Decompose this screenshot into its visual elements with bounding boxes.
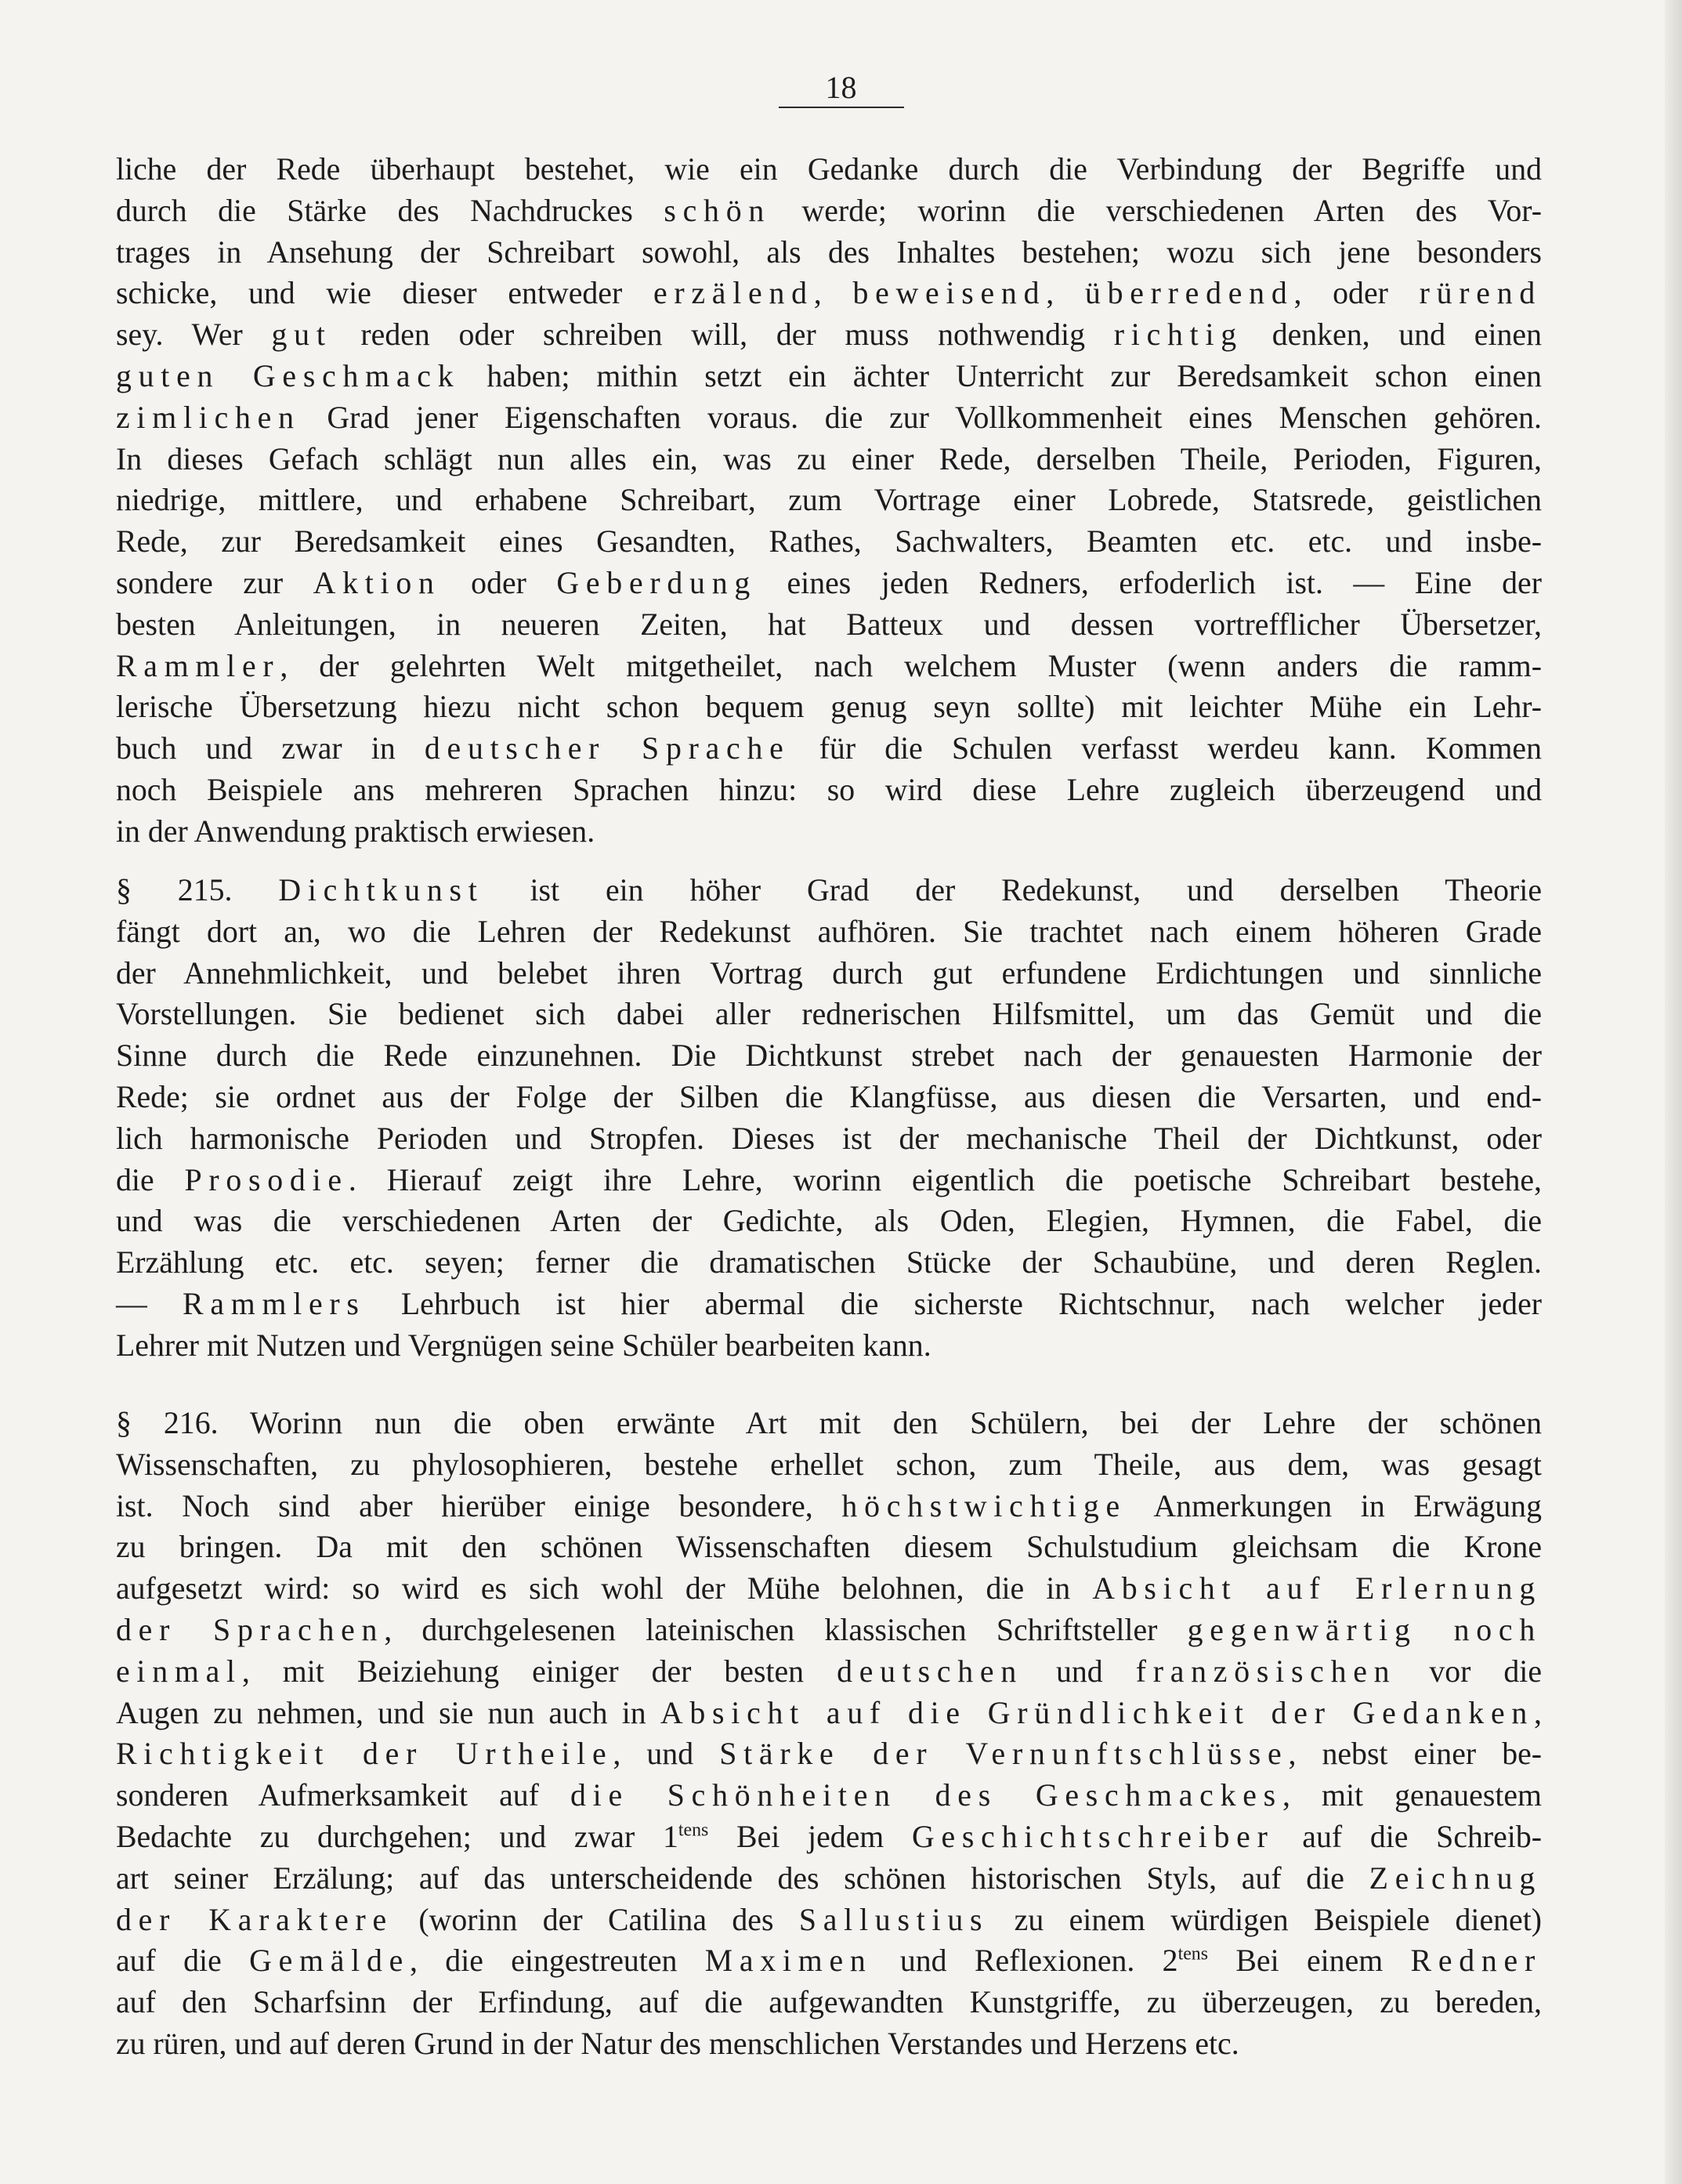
text-run: , mit genauestem	[1282, 1778, 1542, 1813]
text-line	[116, 1035, 1542, 1077]
spaced-emphasis: Absicht auf die Gründlichkeit der Gedanken	[660, 1695, 1535, 1730]
text-line	[116, 1775, 1542, 1816]
text-run: Wissenschaften, zu phylosophieren, bestehe erhellet schon, zum Theile, aus dem, was gesagt	[116, 1447, 1542, 1482]
text-line	[116, 686, 1542, 728]
text-line	[116, 1900, 1542, 1941]
spaced-emphasis: Rammler	[116, 648, 280, 683]
text-line	[116, 1651, 1542, 1693]
spaced-emphasis: Aktion	[313, 565, 441, 600]
text-run: durch die Stärke des Nachdruckes	[116, 193, 664, 228]
text-line	[116, 1568, 1542, 1610]
text-run: trages in Ansehung der Schreibart sowohl, als des Inhaltes bestehen; wozu sich jene besonders	[116, 234, 1542, 270]
text-run: ist. Noch sind aber hierüber einige besondere,	[116, 1488, 842, 1523]
text-line	[116, 1486, 1542, 1527]
text-run: Rede; sie ordnet aus der Folge der Silben die Klangfüsse, aus diesen die Versarten, und end-	[116, 1079, 1542, 1114]
text-line	[116, 1610, 1542, 1651]
text-run: auf die	[116, 1943, 250, 1979]
spaced-emphasis: Geberdung	[556, 565, 758, 600]
text-run: die	[116, 1162, 185, 1197]
text-run: , durchgelesenen lateinischen klassischen Schriftsteller	[384, 1612, 1188, 1647]
text-run: der Annehmlichkeit, und belebet ihren Vortrag durch gut erfundene Erdichtungen und sinnliche	[116, 955, 1542, 991]
text-run: lerische Übersetzung hiezu nicht schon bequem genug seyn sollte) mit leichter Mühe ein Lehr-	[116, 690, 1542, 725]
text-run: und was die verschiedenen Arten der Gedichte, als Oden, Elegien, Hymnen, die Fabel, die	[116, 1204, 1542, 1239]
spaced-emphasis: die Schönheiten des Geschmackes	[570, 1778, 1282, 1813]
text-run: Bei jedem	[708, 1819, 912, 1854]
spaced-emphasis: guten Geschmack	[116, 358, 461, 393]
text-line	[116, 314, 1542, 356]
text-run: sonderen Aufmerksamkeit auf	[116, 1778, 571, 1813]
text-line	[116, 604, 1542, 646]
text-run: ist ein höher Grad der Redekunst, und derselben Theorie	[483, 873, 1542, 907]
text-run: . Hierauf zeigt ihre Lehre, worinn eigentlich die poetische Schreibart bestehe,	[348, 1162, 1542, 1197]
text-run: lich harmonische Perioden und Stropfen. Dieses ist der mechanische Theil der Dichtkunst, oder	[116, 1121, 1542, 1156]
page-edge	[1665, 0, 1682, 2184]
page-number: 18	[779, 69, 904, 108]
text-line	[116, 1733, 1542, 1775]
text-run: Lehrbuch ist hier abermal die sicherste Richtschnur, nach welcher jeder	[365, 1286, 1542, 1321]
superscript: tens	[1177, 1944, 1209, 1965]
paragraph-216	[116, 1403, 1542, 2065]
page-header	[0, 69, 1682, 108]
text-run: Bedachte zu durchgehen; und zwar 1	[116, 1819, 678, 1854]
spaced-emphasis: Richtigkeit der Urtheile	[116, 1737, 613, 1772]
spaced-emphasis: der Karaktere	[116, 1902, 393, 1937]
text-line	[116, 439, 1542, 480]
text-line	[116, 1444, 1542, 1486]
text-run: vor die	[1396, 1653, 1543, 1689]
text-run: sondere zur	[116, 565, 313, 600]
text-run: sey. Wer	[116, 317, 272, 353]
text-line	[116, 1284, 1542, 1325]
text-run: Bei einem	[1208, 1943, 1411, 1979]
text-run: , mit Beiziehung einiger der besten	[241, 1653, 837, 1689]
text-line	[116, 953, 1542, 994]
spaced-emphasis: der Sprachen	[116, 1612, 385, 1647]
paragraph-1	[116, 149, 1542, 853]
spaced-emphasis: erzälend	[653, 276, 814, 311]
text-run: Sinne durch die Rede einzunehnen. Die Dichtkunst strebet nach der genauesten Harmonie der	[116, 1038, 1542, 1074]
text-line	[116, 994, 1542, 1035]
text-line	[116, 232, 1542, 273]
spaced-emphasis: Redner	[1410, 1943, 1542, 1979]
text-run: buch und zwar in	[116, 731, 425, 766]
text-run: Anmerkungen in Erwägung	[1126, 1488, 1542, 1523]
text-run: , und	[613, 1737, 720, 1772]
spaced-emphasis: Zeichnug	[1369, 1860, 1542, 1896]
spaced-emphasis: überredend	[1084, 276, 1294, 311]
text-run: schicke, und wie dieser entweder	[116, 276, 653, 311]
spaced-emphasis: Sallustius	[798, 1902, 989, 1937]
text-run: , nebst einer be-	[1288, 1737, 1543, 1772]
text-run: , der gelehrten Welt mitgetheilet, nach welchem Muster (wenn anders die ramm-	[280, 648, 1542, 683]
text-run: ,	[813, 276, 853, 311]
spaced-emphasis: Geschichtschreiber	[912, 1819, 1275, 1854]
text-line	[116, 1982, 1542, 2023]
spaced-emphasis: gut	[271, 317, 332, 353]
text-run: oder	[440, 565, 557, 600]
text-run: haben; mithin setzt ein ächter Unterricht zur Beredsamkeit schon einen	[460, 358, 1543, 393]
text-run: werde; worinn die verschiedenen Arten des Vor-	[771, 193, 1542, 228]
text-run: und	[1023, 1653, 1136, 1689]
text-line	[116, 2023, 1542, 2065]
text-run: liche der Rede überhaupt bestehet, wie ein Gedanke durch die Verbindung der Begriffe und	[116, 152, 1542, 187]
spaced-emphasis: Gemälde	[249, 1943, 411, 1979]
text-run: reden oder schreiben will, der muss nothwendig	[331, 317, 1114, 353]
spaced-emphasis: französischen	[1135, 1653, 1397, 1689]
spaced-emphasis: deutschen	[837, 1653, 1024, 1689]
text-line	[116, 728, 1542, 770]
text-line	[116, 1527, 1542, 1568]
text-run: für die Schulen verfasst werdeu kann. Kommen	[790, 731, 1542, 766]
text-run: aufgesetzt wird: so wird es sich wohl der Mühe belohnen, die in	[116, 1571, 1093, 1606]
text-run: Grad jener Eigenschaften voraus. die zur Vollkommenheit eines Menschen gehören.	[300, 400, 1542, 435]
text-line	[116, 273, 1542, 314]
text-run: Lehrer mit Nutzen und Vergnügen seine Schüler bearbeiten kann.	[116, 1327, 931, 1363]
spaced-emphasis: schön	[664, 193, 772, 228]
superscript: tens	[678, 1820, 709, 1841]
spaced-emphasis: Maximen	[704, 1943, 873, 1979]
text-line	[116, 1118, 1542, 1160]
text-run: § 215.	[116, 873, 279, 907]
spaced-emphasis: beweisend	[852, 276, 1047, 311]
paragraph-215	[116, 870, 1542, 1367]
spaced-emphasis: Absicht auf Erlernung	[1092, 1571, 1542, 1606]
text-line	[116, 356, 1542, 397]
text-line	[116, 1693, 1542, 1734]
text-run: Rede, zur Beredsamkeit eines Gesandten, Rathes, Sachwalters, Beamten etc. etc. und insbe-	[116, 524, 1542, 560]
text-line	[116, 521, 1542, 563]
text-run: niedrige, mittlere, und erhabene Schreibart, zum Vortrage einer Lobrede, Statsrede, geistlichen	[116, 483, 1542, 518]
text-run: In dieses Gefach schlägt nun alles ein, was zu einer Rede, derselben Theile, Perioden, Figuren,	[116, 441, 1542, 476]
text-line	[116, 1940, 1542, 1982]
spaced-emphasis: deutscher Sprache	[424, 731, 790, 766]
text-line	[116, 1403, 1542, 1444]
text-line	[116, 1160, 1542, 1201]
spaced-emphasis: rürend	[1419, 276, 1543, 311]
text-line	[116, 1077, 1542, 1118]
text-run: zu bringen. Da mit den schönen Wissenschaften diesem Schulstudium gleichsam die Krone	[116, 1530, 1542, 1565]
text-line	[116, 646, 1542, 687]
text-line	[116, 1325, 1542, 1367]
text-run: noch Beispiele ans mehreren Sprachen hinzu: so wird diese Lehre zugleich überzeugend und	[116, 772, 1542, 807]
text-line	[116, 149, 1542, 190]
spaced-emphasis: Prosodie	[184, 1162, 349, 1197]
text-line	[116, 1242, 1542, 1284]
text-run: Augen zu nehmen, und sie nun auch in	[116, 1695, 660, 1730]
text-run: ,	[1046, 276, 1085, 311]
text-run: § 216. Worinn nun die oben erwänte Art mit den Schülern, bei der Lehre der schönen	[116, 1406, 1542, 1440]
text-run: auf die Schreib-	[1274, 1819, 1543, 1854]
text-run: (worinn der Catilina des	[392, 1902, 799, 1937]
text-run: in der Anwendung praktisch erwiesen.	[116, 813, 595, 849]
text-line	[116, 190, 1542, 232]
text-run: auf den Scharfsinn der Erfindung, auf die aufgewandten Kunstgriffe, zu überzeugen, zu bereden,	[116, 1985, 1542, 2020]
spaced-emphasis: einmal	[116, 1653, 242, 1689]
text-run: eines jeden Redners, erfoderlich ist. — Eine der	[757, 565, 1542, 600]
text-run: ,	[1534, 1695, 1542, 1730]
text-line	[116, 870, 1542, 911]
text-run: art seiner Erzälung; auf das unterscheidende des schönen historischen Styls, auf die	[116, 1860, 1369, 1896]
text-run: , oder	[1293, 276, 1420, 311]
text-run: Vorstellungen. Sie bedienet sich dabei aller rednerischen Hilfsmittel, um das Gemüt und die	[116, 997, 1542, 1032]
text-line	[116, 1858, 1542, 1900]
text-line	[116, 770, 1542, 811]
spaced-emphasis: richtig	[1113, 317, 1243, 353]
spaced-emphasis: Rammlers	[183, 1286, 366, 1321]
text-run: Erzählung etc. etc. seyen; ferner die dramatischen Stücke der Schaubüne, und deren Reglen.	[116, 1245, 1542, 1280]
text-line	[116, 1816, 1542, 1858]
text-line	[116, 397, 1542, 439]
text-run: —	[116, 1286, 183, 1321]
text-run: denken, und einen	[1243, 317, 1542, 353]
text-line	[116, 811, 1542, 853]
text-run: zu rüren, und auf deren Grund in der Natur des menschlichen Verstandes und Herzens etc.	[116, 2026, 1239, 2061]
spaced-emphasis: Stärke der Vernunftschlüsse	[719, 1737, 1289, 1772]
spaced-emphasis: gegenwärtig noch	[1187, 1612, 1542, 1647]
text-line	[116, 480, 1542, 521]
text-run: besten Anleitungen, in neueren Zeiten, hat Batteux und dessen vortrefflicher Übersetzer,	[116, 607, 1542, 642]
text-run: zu einem würdigen Beispiele dienet)	[989, 1902, 1543, 1937]
text-line	[116, 563, 1542, 604]
spaced-emphasis: Dichtkunst	[278, 873, 484, 907]
spaced-emphasis: höchstwichtige	[841, 1488, 1127, 1523]
text-run: fängt dort an, wo die Lehren der Redekunst aufhören. Sie trachtet nach einem höheren Grade	[116, 914, 1542, 949]
text-run: und Reflexionen. 2	[872, 1943, 1178, 1979]
text-line	[116, 1201, 1542, 1242]
spaced-emphasis: zimlichen	[116, 400, 301, 435]
text-line	[116, 911, 1542, 953]
text-run: , die eingestreuten	[410, 1943, 705, 1979]
